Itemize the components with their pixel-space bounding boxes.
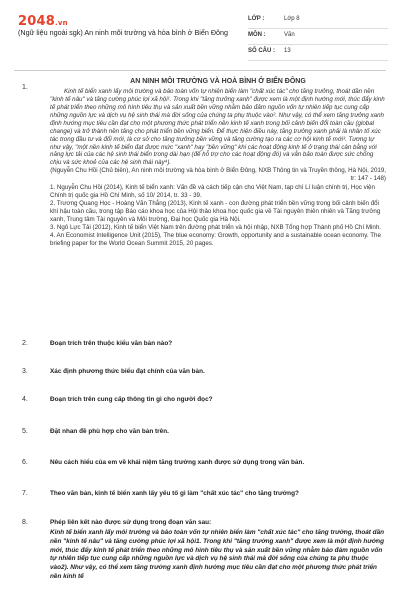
page-header — [0, 0, 400, 62]
meta-key: LỚP : — [248, 16, 265, 22]
question-8 — [50, 519, 386, 581]
reference-item: 3. Ngô Lực Tải (2012), Kinh tế biển Việt Nam trên đường phát triển và hội nhập, NXB Tổng hợp Thành phố Hồ Chí Minh. — [50, 223, 382, 231]
site-logo[interactable] — [18, 14, 68, 29]
reading-passage — [50, 78, 386, 248]
meta-key: MÔN : — [248, 32, 266, 38]
meta-key: SỐ CÂU : — [248, 48, 275, 54]
question-number: 8. — [22, 519, 28, 526]
logo-suffix: .vn — [54, 19, 68, 27]
question-6: Nêu cách hiểu của em về khái niệm tăng trưởng xanh được sử dụng trong văn bản. — [50, 459, 305, 466]
question-number: 3. — [22, 368, 28, 375]
passage-body: Kinh tế biển xanh lấy môi trường và bảo toàn vốn tự nhiên biển làm "chất xúc tác" cho tăng trưởng, thoát dần nền "kinh tế nâu" và tăng cường phúc lợi xã hội¹. Trong khi "tăng trưởng xanh" được xem là một định hướng mới, thúc đẩy kinh tế phát triển theo những mô hình tiêu thụ và sản xuất bền vững nhằm bảo đảm nguồn vốn tự nhiên tiếp tục cung cấp những nguồn lực và dịch vụ hệ sinh thái mà đời sống của chúng ta phụ thuộc vào². Như vậy, có thể xem tăng trưởng xanh định hướng mục tiêu cần đạt cho một phương thức phát triển nền kinh tế xanh trong bối cảnh biến đổi toàn cầu (global change) và trở thành nền tảng cho phát triển bền vững biển. Để thực hiện điều này, tăng trưởng xanh phải là nhân tố xúc tác trong đầu tư và đổi mới, là cơ sở cho tăng trưởng bền vững và tăng cường tạo ra các cơ hội kinh tế mới³. Tương tự như vậy, "một nền kinh tế biển đạt được mức "xanh" hay "bền vững" khi các hoạt động kinh tế ở trạng thái cân bằng với năng lực tải của các hệ sinh thái biển trong dài hạn (để hỗ trợ cho các hoạt động đó) và vẫn bảo toàn được sức chống chịu và sức khoẻ của các hệ sinh thái này⁴). — [50, 87, 385, 167]
meta-table — [248, 13, 388, 61]
meta-row-class — [248, 13, 388, 29]
question-3: Xác định phương thức biểu đạt chính của văn bản. — [50, 368, 205, 375]
question-8-excerpt: Kinh tế biển xanh lấy môi trường và bảo toàn vốn tự nhiên biển làm "chất xúc tác" cho tăng trưởng, thoát dần nền "kinh tế nâu" và tăng cường phúc lợi xã hội1. Trong khi "tăng trưởng xanh" được xem là một định hướng mới, thúc đẩy kinh tế phát triển theo những mô hình tiêu thụ và sản xuất bền vững nhằm bảo đảm nguồn vốn tự nhiên tiếp tục cung cấp những nguồn lực và dịch vụ hệ sinh thái mà đời sống của chúng ta phụ thuộc vào2). Như vậy, có thể xem tăng trưởng xanh định hướng mục tiêu cần đạt cho một phương thức phát triển nền kinh tế — [50, 529, 385, 580]
question-4: Đoạn trích trên cung cấp thông tin gì cho người đọc? — [50, 396, 213, 403]
question-2: Đoạn trích trên thuộc kiểu văn bản nào? — [50, 340, 173, 347]
question-number: 2. — [22, 340, 28, 347]
meta-row-count — [248, 45, 388, 61]
meta-value: Văn — [284, 32, 295, 38]
question-number: 6. — [22, 459, 28, 466]
question-number: 4. — [22, 396, 28, 403]
document-title: (Ngữ liệu ngoài sgk) An ninh môi trường và hòa bình ở Biển Đông — [18, 28, 229, 37]
passage-source: (Nguyễn Chu Hồi (Chủ biên), An ninh môi trường và hòa bình ở Biển Đông, NXB Thông tin và Truyền thông, Hà Nội, 2019, tr: 147 - 148) — [50, 167, 386, 183]
question-number: 7. — [22, 490, 28, 497]
logo-text: 2048 — [18, 14, 55, 29]
header-divider — [14, 70, 386, 71]
question-5: Đặt nhan đề phù hợp cho văn bản trên. — [50, 428, 169, 435]
reference-item: 4. An Economist Intelligence Unit (2015), The blue economy: Growth, opportunity and a sustainable ocean economy. The briefing paper for the World Ocean Summit 2015, 20 pages. — [50, 231, 381, 247]
question-number: 5. — [22, 428, 28, 435]
question-number: 1. — [22, 84, 28, 91]
meta-value: 13 — [284, 48, 291, 54]
question-7: Theo văn bản, kinh tế biển xanh lấy yếu tố gì làm "chất xúc tác" cho tăng trưởng? — [50, 490, 299, 497]
reference-item: 2. Trương Quang Học - Hoàng Văn Thắng (2013), Kinh tế xanh - con đường phát triển bền vững trong bối cảnh biến đổi khí hậu toàn cầu, trong tập Báo cáo khoa học của Hội thảo khoa học quốc gia về Tài nguyên thiên nhiên và Tăng trưởng xanh, Trung tâm Tài nguyên và Môi trường, Đại học Quốc gia Hà Nội. — [50, 200, 381, 223]
question-8-text: Phép liên kết nào được sử dụng trong đoạn văn sau: — [50, 519, 212, 526]
reference-item: 1. Nguyễn Chu Hồi (2014), Kinh tế biển xanh: Vấn đề và cách tiếp cận cho Việt Nam, tạp chí Lí luận chính trị, Học viện Chính trị quốc gia Hồ Chí Minh, số 10/ 2014, tr. 33 - 39. — [50, 184, 375, 200]
meta-value: Lớp 8 — [284, 16, 300, 22]
meta-row-subject — [248, 29, 388, 45]
passage-title: AN NINH MÔI TRƯỜNG VÀ HOÀ BÌNH Ở BIỂN ĐÔNG — [130, 78, 306, 85]
